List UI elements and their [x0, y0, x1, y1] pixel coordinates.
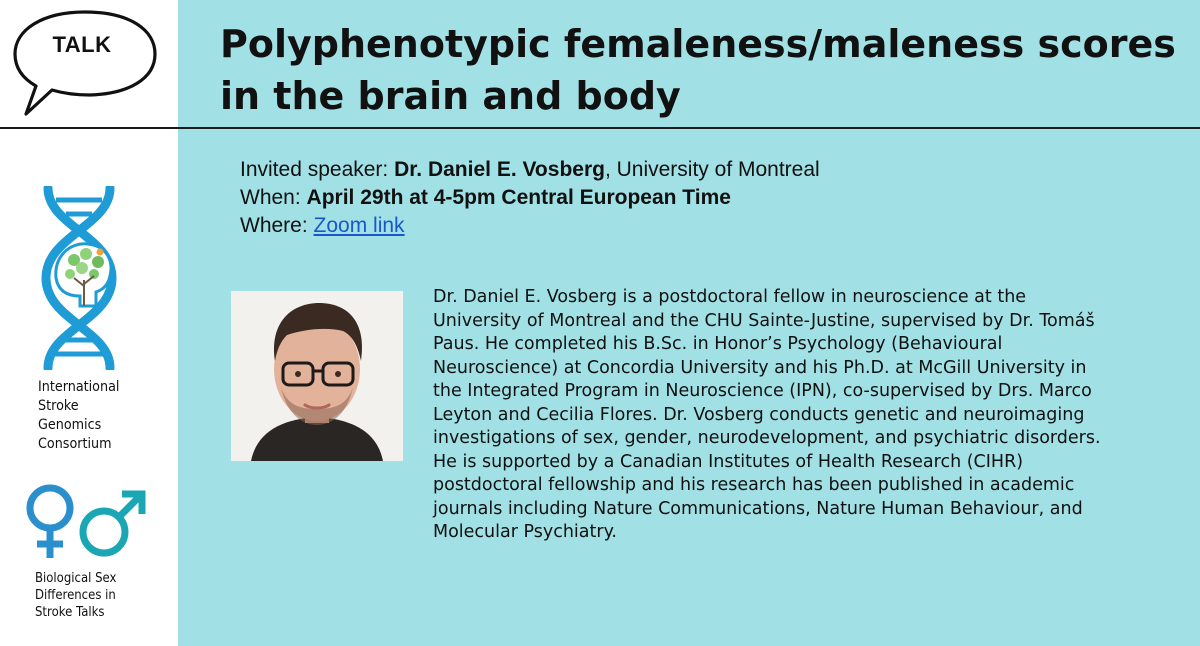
org-name	[38, 378, 152, 454]
talk-title-line: in the brain and body	[220, 74, 681, 118]
talk-badge-label: TALK	[52, 32, 112, 57]
series-name	[35, 570, 152, 621]
bio-line: Molecular Psychiatry.	[433, 522, 617, 542]
when-value: April 29th at 4-5pm Central European Time	[306, 186, 731, 209]
bio-line: University of Montreal and the CHU Sainte-Justine, supervised by Dr. Tomáš	[433, 310, 1095, 331]
when-label: When:	[240, 186, 301, 209]
talk-title	[220, 18, 1180, 122]
org-name-line: International	[38, 379, 120, 395]
where-row	[240, 212, 820, 240]
bio-line: investigations of sex, gender, neurodevelopment, and psychiatric disorders.	[433, 428, 1101, 448]
bio-line: Paus. He completed his B.Sc. in Honor’s Psychology (Behavioural	[433, 334, 1003, 354]
speech-bubble-icon	[10, 6, 160, 118]
series-name-line: Biological Sex	[35, 571, 117, 586]
when-row	[240, 184, 820, 212]
org-name-line: Genomics	[38, 417, 102, 433]
bio-line: Neuroscience) at Concordia University and his Ph.D. at McGill University in	[433, 357, 1087, 378]
sex-symbols	[22, 484, 148, 564]
male-symbol-icon	[83, 494, 142, 553]
series-name-line: Stroke Talks	[35, 605, 105, 620]
bio-line: the Integrated Program in Neuroscience (IPN), co-supervised by Drs. Marco	[433, 381, 1092, 401]
talk-title-line: Polyphenotypic femaleness/maleness scores	[220, 22, 1176, 66]
bio-line: Leyton and Cecilia Flores. Dr. Vosberg conducts genetic and neuroimaging	[433, 404, 1085, 425]
series-name-line: Differences in	[35, 588, 116, 603]
speaker-label: Invited speaker:	[240, 158, 389, 181]
org-name-line: Consortium	[38, 436, 112, 452]
where-label: Where:	[240, 214, 308, 237]
dna-brain-logo-icon	[26, 186, 132, 370]
bio-line: Dr. Daniel E. Vosberg is a postdoctoral fellow in neuroscience at the	[433, 287, 1027, 307]
speaker-row	[240, 156, 820, 184]
bio-line: postdoctoral fellowship and his research has been published in academic	[433, 475, 1075, 495]
speaker-bio	[433, 286, 1178, 545]
bio-line: He is supported by a Canadian Institutes of Health Research (CIHR)	[433, 451, 1024, 472]
bio-line: journals including Nature Communications, Nature Human Behaviour, and	[433, 498, 1083, 519]
header-divider	[0, 127, 1200, 129]
speaker-affiliation: , University of Montreal	[604, 158, 820, 181]
talk-info	[240, 156, 820, 240]
speaker-photo	[231, 291, 403, 461]
zoom-link[interactable]: Zoom link	[313, 214, 405, 237]
speaker-name: Dr. Daniel E. Vosberg	[394, 158, 605, 181]
org-name-line: Stroke	[38, 398, 79, 414]
female-symbol-icon	[30, 488, 70, 558]
